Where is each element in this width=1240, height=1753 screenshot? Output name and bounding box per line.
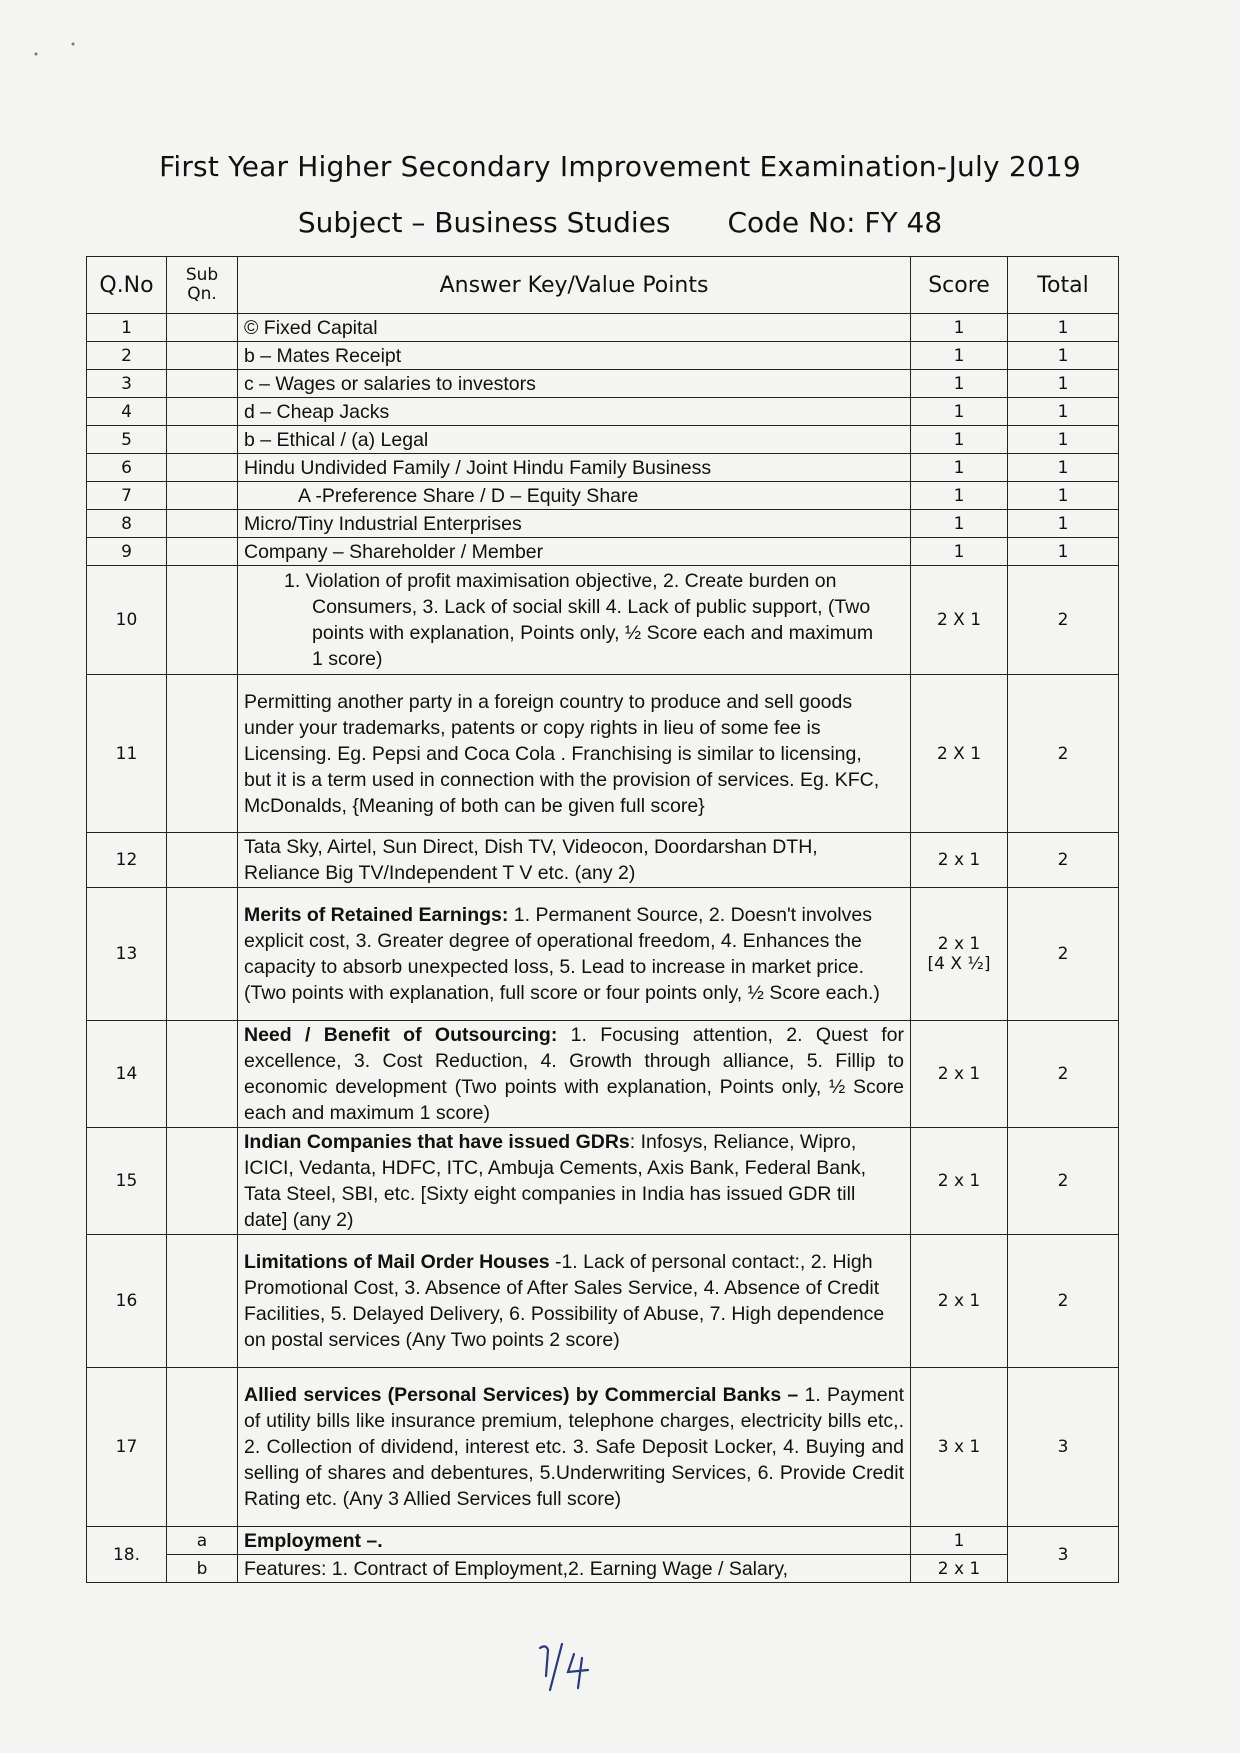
score-value: 1 — [911, 342, 1008, 370]
total-value: 1 — [1008, 398, 1119, 426]
answer-body: -1. Lack of personal contact:, 2. High Promotional Cost, 3. Absence of After Sales Service, 4. Absence of Credit Facilities, 5. Delayed Delivery, 6. Possibility of Abuse, 7. High dependence on postal services (Any Two points 2 score) — [244, 1251, 885, 1351]
table-header-row — [87, 257, 1119, 314]
answer-text: Features: 1. Contract of Employment,2. Earning Wage / Salary, — [238, 1555, 911, 1583]
score-value: 2 x 1 — [911, 1235, 1008, 1368]
total-value: 2 — [1008, 566, 1119, 675]
table-row — [87, 314, 1119, 342]
header-qno: Q.No — [87, 257, 167, 314]
total-value: 1 — [1008, 314, 1119, 342]
sub-question — [167, 538, 238, 566]
score-primary: 2 x 1 — [937, 934, 981, 954]
q-number: 7 — [87, 482, 167, 510]
total-value: 2 — [1008, 675, 1119, 833]
table-row — [87, 1235, 1119, 1368]
answer-heading: Limitations of Mail Order Houses — [244, 1251, 550, 1273]
score-value: 1 — [911, 398, 1008, 426]
sub-question — [167, 1128, 238, 1235]
answer-body: 1. Focusing attention, 2. Quest for excellence, 3. Cost Reduction, 4. Growth through alliance, 5. Fillip to economic development (Two points with explanation, Points only, ½ Score each and maximum 1 score) — [244, 1024, 904, 1124]
q-number: 9 — [87, 538, 167, 566]
total-value: 1 — [1008, 342, 1119, 370]
table-row — [87, 370, 1119, 398]
total-value: 1 — [1008, 370, 1119, 398]
total-value: 1 — [1008, 482, 1119, 510]
q-number: 11 — [87, 675, 167, 833]
table-row — [87, 510, 1119, 538]
table-row — [87, 566, 1119, 675]
score-value: 2 x 1 — [911, 833, 1008, 888]
table-row — [87, 675, 1119, 833]
total-value: 3 — [1008, 1527, 1119, 1583]
sub-question — [167, 398, 238, 426]
document-subtitle — [0, 206, 1240, 239]
q-number: 15 — [87, 1128, 167, 1235]
answer-list: 1. Violation of profit maximisation objective, 2. Create burden on Consumers, 3. Lack of social skill 4. Lack of public support, (Two points with explanation, Points only, ½ Score each and maximum 1 score) — [284, 570, 874, 670]
answer-text — [238, 888, 911, 1021]
answer-text: Micro/Tiny Industrial Enterprises — [238, 510, 911, 538]
table-row — [87, 1021, 1119, 1128]
q-number: 13 — [87, 888, 167, 1021]
header-answer: Answer Key/Value Points — [238, 257, 911, 314]
sub-question — [167, 454, 238, 482]
q-number: 14 — [87, 1021, 167, 1128]
table-row — [87, 482, 1119, 510]
answer-body: 1. Permanent Source, 2. Doesn't involves explicit cost, 3. Greater degree of operational freedom, 4. Enhances the capacity to absorb unexpected loss, 5. Lead to increase in market price.(Two points with explanation, full score or four points only, ½ Score each.) — [244, 904, 880, 1004]
q-number: 1 — [87, 314, 167, 342]
answer-text — [238, 1368, 911, 1527]
sub-question — [167, 370, 238, 398]
answer-body: : Infosys, Reliance, Wipro, ICICI, Vedanta, HDFC, ITC, Ambuja Cements, Axis Bank, Federal Bank, Tata Steel, SBI, etc. [Sixty eight companies in India has issued GDR till date] (any 2) — [244, 1131, 867, 1231]
handwritten-page-mark — [528, 1636, 608, 1696]
q-number: 18. — [87, 1527, 167, 1583]
q-number: 12 — [87, 833, 167, 888]
q-number: 3 — [87, 370, 167, 398]
answer-text — [238, 566, 911, 675]
sub-question — [167, 833, 238, 888]
q-number: 17 — [87, 1368, 167, 1527]
answer-text — [238, 1235, 911, 1368]
sub-question: b — [167, 1555, 238, 1583]
score-value — [911, 888, 1008, 1021]
sub-question — [167, 1235, 238, 1368]
answer-text: c – Wages or salaries to investors — [238, 370, 911, 398]
answer-key-table — [86, 256, 1119, 1583]
sub-question — [167, 566, 238, 675]
score-value: 1 — [911, 482, 1008, 510]
table-row — [87, 398, 1119, 426]
answer-heading: Merits of Retained Earnings: — [244, 904, 509, 926]
scan-speck — [30, 40, 80, 60]
total-value: 1 — [1008, 538, 1119, 566]
q-number: 5 — [87, 426, 167, 454]
header-sub-qn: Sub Qn. — [167, 257, 238, 314]
answer-text: Hindu Undivided Family / Joint Hindu Family Business — [238, 454, 911, 482]
q-number: 6 — [87, 454, 167, 482]
score-value: 1 — [911, 1527, 1008, 1555]
answer-body: 1. Payment of utility bills like insurance premium, telephone charges, electricity bills etc,. 2. Collection of dividend, interest etc. 3. Safe Deposit Locker, 4. Buying and selling of shares and debentures, 5.Underwriting Services, 6. Provide Credit Rating etc. (Any 3 Allied Services full score) — [244, 1384, 904, 1510]
sub-question — [167, 426, 238, 454]
sub-question — [167, 482, 238, 510]
q-number: 4 — [87, 398, 167, 426]
answer-heading: Indian Companies that have issued GDRs — [244, 1131, 630, 1153]
header-score: Score — [911, 257, 1008, 314]
answer-text: Company – Shareholder / Member — [238, 538, 911, 566]
sub-question — [167, 1368, 238, 1527]
q-number: 10 — [87, 566, 167, 675]
answer-text: A -Preference Share / D – Equity Share — [238, 482, 911, 510]
q-number: 8 — [87, 510, 167, 538]
answer-text: b – Mates Receipt — [238, 342, 911, 370]
sub-question — [167, 510, 238, 538]
answer-text — [238, 1128, 911, 1235]
score-value: 2 x 1 — [911, 1128, 1008, 1235]
answer-text — [238, 1021, 911, 1128]
answer-text: b – Ethical / (a) Legal — [238, 426, 911, 454]
answer-text: Tata Sky, Airtel, Sun Direct, Dish TV, Videocon, Doordarshan DTH, Reliance Big TV/Independent T V etc. (any 2) — [238, 833, 911, 888]
table-row — [87, 1368, 1119, 1527]
score-secondary: [4 X ½] — [927, 954, 991, 974]
table-row — [87, 888, 1119, 1021]
total-value: 1 — [1008, 454, 1119, 482]
sub-question — [167, 342, 238, 370]
score-value: 1 — [911, 510, 1008, 538]
table-row — [87, 454, 1119, 482]
total-value: 2 — [1008, 888, 1119, 1021]
total-value: 2 — [1008, 1021, 1119, 1128]
table-row — [87, 342, 1119, 370]
sub-question: a — [167, 1527, 238, 1555]
total-value: 1 — [1008, 426, 1119, 454]
sub-question — [167, 314, 238, 342]
header-total: Total — [1008, 257, 1119, 314]
score-value: 2 X 1 — [911, 675, 1008, 833]
answer-heading: Need / Benefit of Outsourcing: — [244, 1024, 558, 1046]
score-value: 1 — [911, 538, 1008, 566]
table-row — [87, 1555, 1119, 1583]
table-row — [87, 1527, 1119, 1555]
sub-question — [167, 888, 238, 1021]
score-value: 1 — [911, 370, 1008, 398]
answer-heading: Employment –. — [244, 1529, 383, 1552]
answer-heading: Allied services (Personal Services) by Commercial Banks – — [244, 1384, 799, 1406]
answer-text — [238, 1527, 911, 1555]
score-value: 1 — [911, 314, 1008, 342]
total-value: 2 — [1008, 1235, 1119, 1368]
code-number: Code No: FY 48 — [727, 206, 943, 239]
total-value: 1 — [1008, 510, 1119, 538]
answer-text: © Fixed Capital — [238, 314, 911, 342]
score-value: 1 — [911, 426, 1008, 454]
table-row — [87, 1128, 1119, 1235]
q-number: 16 — [87, 1235, 167, 1368]
total-value: 3 — [1008, 1368, 1119, 1527]
subject-label: Subject – Business Studies — [297, 206, 671, 239]
document-title: First Year Higher Secondary Improvement Examination-July 2019 — [159, 150, 1081, 183]
q-number: 2 — [87, 342, 167, 370]
score-value: 3 x 1 — [911, 1368, 1008, 1527]
score-value: 2 x 1 — [911, 1555, 1008, 1583]
sub-question — [167, 1021, 238, 1128]
table-row — [87, 833, 1119, 888]
total-value: 2 — [1008, 833, 1119, 888]
score-value: 2 X 1 — [911, 566, 1008, 675]
score-value: 2 x 1 — [911, 1021, 1008, 1128]
answer-text: Permitting another party in a foreign country to produce and sell goods under your trademarks, patents or copy rights in lieu of some fee is Licensing. Eg. Pepsi and Coca Cola . Franchising is similar to licensing, but it is a term used in connection with the provision of services. Eg. KFC, McDonalds, {Meaning of both can be given full score} — [238, 675, 911, 833]
answer-text: d – Cheap Jacks — [238, 398, 911, 426]
total-value: 2 — [1008, 1128, 1119, 1235]
score-value: 1 — [911, 454, 1008, 482]
table-row — [87, 426, 1119, 454]
table-row — [87, 538, 1119, 566]
sub-question — [167, 675, 238, 833]
